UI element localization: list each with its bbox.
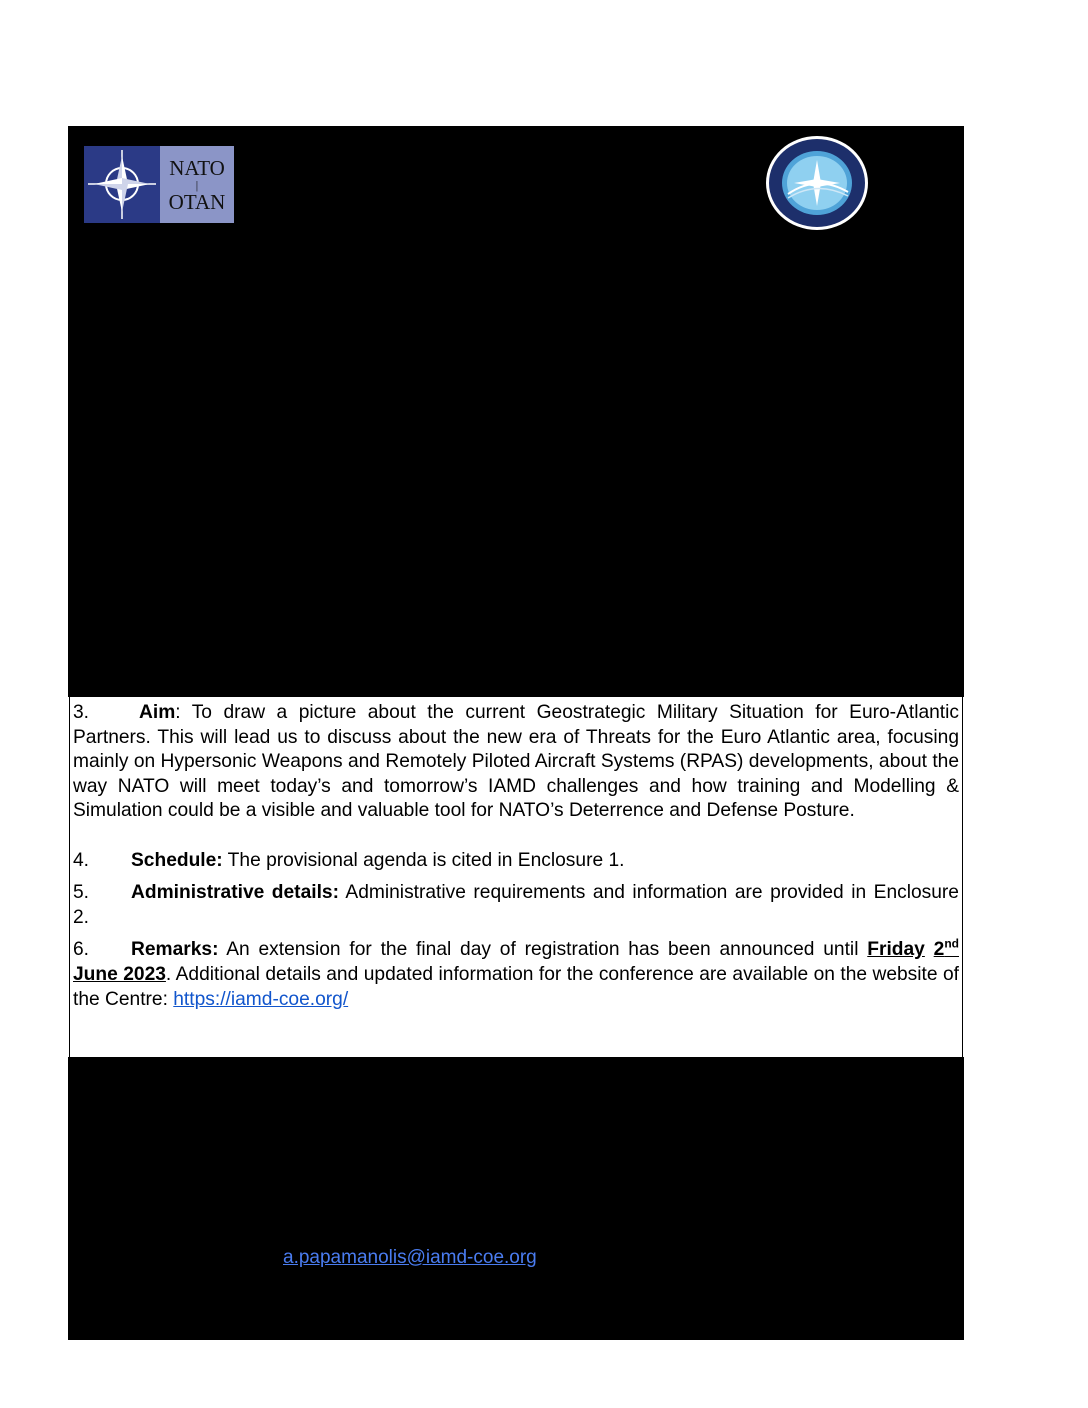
- otan-text: OTAN: [168, 189, 226, 214]
- paragraph-text: : To draw a picture about the current Geostrategic Military Situation for Euro-Atlantic Partners. This will lead us to discuss about the new era of Threats for the Euro Atlantic area, focusing mainly on Hypersonic Weapons and Remotely Piloted Aircraft Systems (RPAS) developments, about the way NATO will meet today’s and tomorrow’s IAMD challenges and how training and Modelling & Simulation could be a visible and valuable tool for NATO’s Deterrence and Defense Posture.: [73, 702, 959, 822]
- paragraph-heading: Remarks:: [131, 939, 219, 961]
- paragraph-remarks: [73, 938, 959, 1012]
- nato-otan-logo: NATO | OTAN: [84, 146, 234, 223]
- paragraph-text: The provisional agenda is cited in Enclosure 1.: [222, 849, 625, 871]
- centre-website-link[interactable]: https://iamd-coe.org/: [173, 988, 349, 1010]
- iamd-coe-emblem: [764, 134, 870, 232]
- paragraph-heading: Administrative details:: [131, 882, 339, 904]
- deadline-day: Friday: [867, 939, 925, 961]
- paragraph-number: 3.: [73, 702, 90, 723]
- paragraph-text-continued: . Additional details and updated information for the conference are available on the website of the Centre:: [73, 963, 959, 1010]
- nato-compass-star-icon: [84, 146, 160, 223]
- paragraph-admin: [73, 881, 959, 930]
- nato-text: NATO: [169, 155, 225, 180]
- paragraph-heading: Schedule:: [131, 849, 223, 871]
- contact-email-link[interactable]: a.papamanolis@iamd-coe.org: [283, 1247, 537, 1268]
- letter-body: [69, 697, 963, 1057]
- paragraph-text: An extension for the final day of registration has been announced until: [218, 939, 868, 961]
- paragraph-aim: [73, 701, 959, 824]
- paragraph-text: Administrative requirements and information are provided in Enclosure 2.: [73, 882, 959, 928]
- paragraph-number: 6.: [73, 939, 90, 961]
- deadline-date: 2nd June 2023: [73, 936, 959, 985]
- redacted-block-bottom: [68, 1057, 964, 1340]
- paragraph-heading: Aim: [139, 702, 176, 723]
- paragraph-number: 5.: [73, 882, 90, 904]
- paragraph-number: 4.: [73, 849, 90, 871]
- paragraph-schedule: [73, 849, 959, 874]
